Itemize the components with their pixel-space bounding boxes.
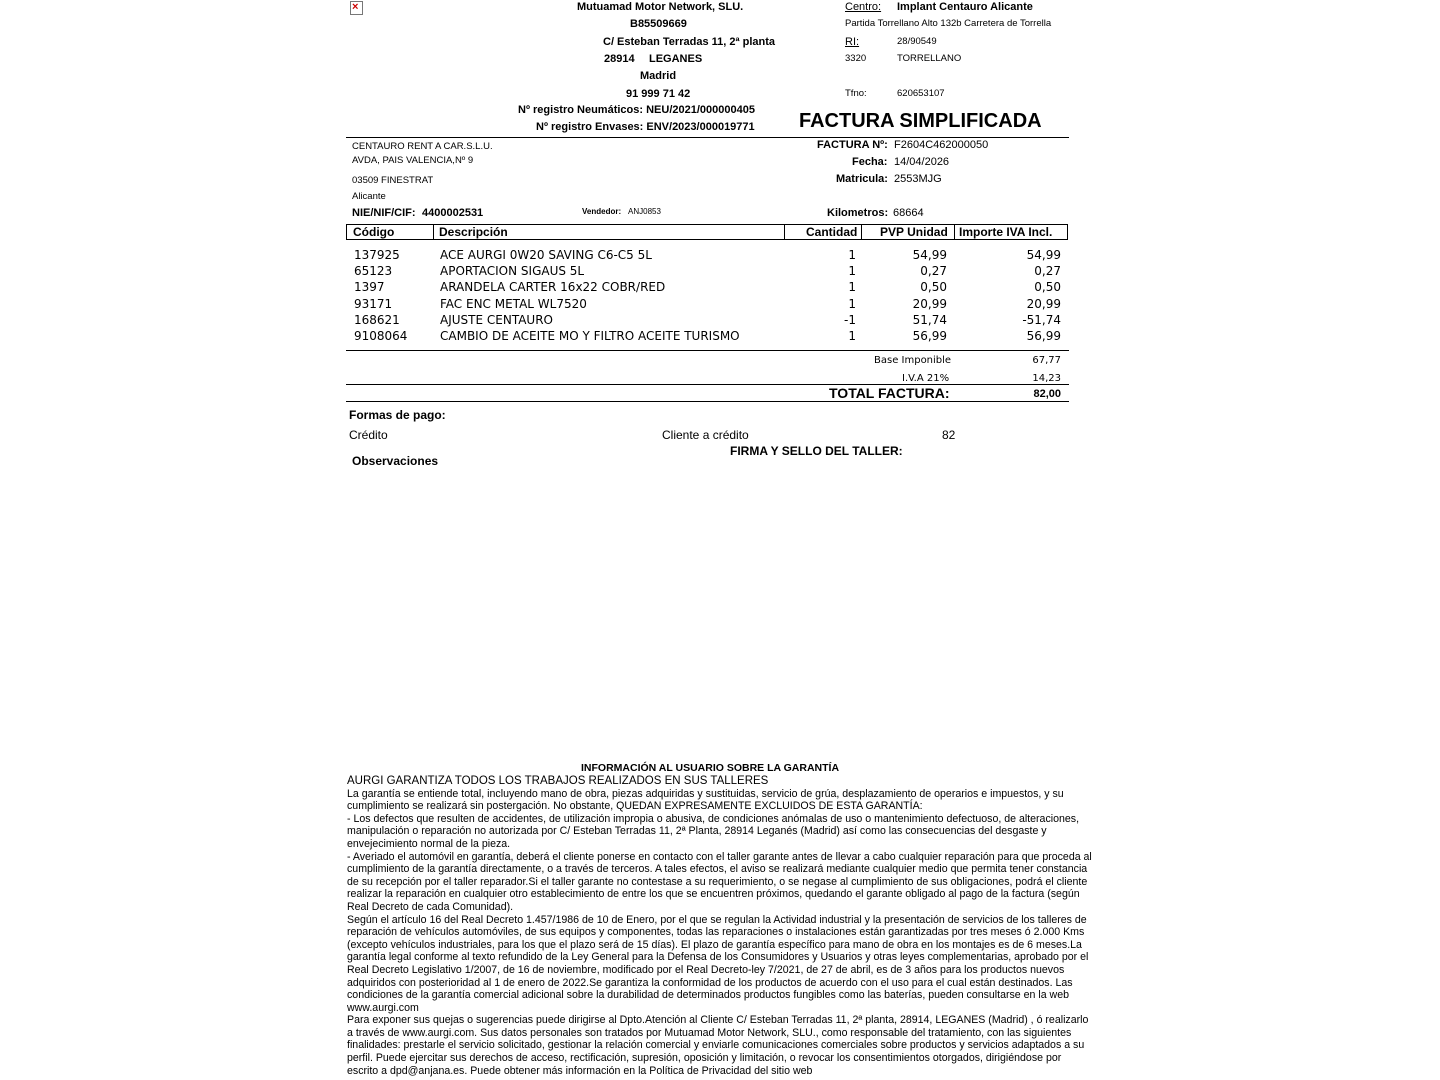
plate-label: Matricula: (836, 173, 888, 185)
centro-postal-code: 3320 (845, 53, 867, 64)
broken-image-icon: × (350, 1, 363, 15)
table-row (346, 279, 1068, 295)
iva-label: I.V.A 21% (902, 373, 950, 384)
cell-pvp: 54,99 (912, 248, 947, 262)
header-codigo: Código (353, 225, 395, 239)
cell-codigo: 9108064 (354, 329, 408, 343)
company-name: Mutuamad Motor Network, SLU. (577, 1, 744, 13)
company-cif: B85509669 (630, 18, 687, 30)
centro-name: Implant Centauro Alicante (897, 1, 1033, 13)
iva-value: 14,23 (1032, 373, 1061, 384)
guarantee-paragraph: - Averiado el automóvil en garantía, deberá el cliente ponerse en contacto con el taller garante antes de llevar a cabo cualquier reparación para que proceda al cumplimiento de la garantía directamente, o a través de terceros. A tales efectos, el aviso se realizará mediante cualquier medio que permita tener constancia de su recepción por el taller reparador.Si el taller garante no contestase a su requerimiento, o se negase al cumplimiento de sus obligaciones, podrá el cliente realizar la reparación en cualquier otro establecimiento de entre los que se encuentren próximos, quedando el garante obligado al pago de la factura (según Real Decreto de cada Comunidad). (347, 850, 1092, 913)
base-imponible-value: 67,77 (1032, 355, 1061, 366)
reg-envases: Nº registro Envases: ENV/2023/000019771 (536, 121, 755, 133)
cell-cantidad: -1 (844, 313, 856, 327)
total-underline (346, 401, 1069, 402)
base-imponible-label: Base Imponible (874, 355, 952, 366)
cell-cantidad: 1 (848, 329, 856, 343)
customer-address: AVDA, PAIS VALENCIA,Nº 9 (352, 155, 474, 166)
payment-title: Formas de pago: (349, 408, 446, 422)
company-province: Madrid (640, 70, 677, 82)
table-row (346, 296, 1068, 312)
km-value: 68664 (893, 207, 924, 219)
header-separator (954, 225, 955, 240)
customer-province: Alicante (352, 191, 386, 202)
cell-descripcion: AJUSTE CENTAURO (440, 313, 553, 327)
cell-importe: 0,27 (1034, 264, 1061, 278)
client-credit-label: Cliente a crédito (662, 428, 749, 442)
customer-postal-city: 03509 FINESTRAT (352, 175, 434, 186)
invoice-number-label: FACTURA Nº: (817, 139, 888, 151)
cell-descripcion: CAMBIO DE ACEITE MO Y FILTRO ACEITE TURISMO (440, 329, 740, 343)
cell-pvp: 56,99 (912, 329, 947, 343)
header-separator (861, 225, 862, 240)
customer-name: CENTAURO RENT A CAR.S.L.U. (352, 141, 493, 152)
header-separator (433, 225, 434, 240)
company-city: LEGANES (649, 53, 703, 65)
header-cantidad: Cantidad (806, 225, 858, 239)
cell-importe: -51,74 (1022, 313, 1061, 327)
company-postal-code: 28914 (604, 53, 635, 65)
cell-codigo: 65123 (354, 264, 393, 278)
guarantee-paragraph: - Los defectos que resulten de accidentes, de utilización impropia o abusiva, de condiciones anómalas de uso o mantenimiento defectuoso, de alteraciones, manipulación o reparación no autorizada por C/ Esteban Terradas 11, 2ª Planta, 28914 Leganés (Madrid) así como las consecuencias del desgaste y envejecimiento normal de la pieza. (347, 812, 1080, 850)
document-title: FACTURA SIMPLIFICADA (799, 110, 1042, 132)
header-divider (346, 137, 1069, 138)
cell-codigo: 168621 (354, 313, 400, 327)
company-address: C/ Esteban Terradas 11, 2ª planta (603, 36, 775, 48)
invoice-date-label: Fecha: (852, 156, 888, 168)
table-row (346, 263, 1068, 279)
guarantee-paragraph: Según el artículo 16 del Real Decreto 1.457/1986 de 10 de Enero, por el que se regulan la Actividad industrial y la presentación de servicios de los talleres de reparación de vehículos automóviles, de sus equipos y componentes, todas las reparaciones o instalaciones están garantizadas por tres meses ó 2.000 Kms (excepto vehículos industriales, para los que el plazo será de 15 días). El plazo de garantía específico para mano de obra en los montajes es de 6 meses.La garantía legal conforme al texto refundido de la Ley General para la Defensa de los Consumidores y Usuarios y otras leyes complementarias, aprobado por el Real Decreto Legislativo 1/2007, de 16 de noviembre, modificado por el Real Decreto-ley 7/2021, de 27 de abril, es de 3 años para los productos nuevos adquiridos con posterioridad al 1 de enero de 2022.Se garantiza la conformidad de los productos de acuerdo con el uso para el cual están destinados. Las condiciones de la garantía comercial adicional sobre la durabilidad de determinados productos fungibles como las baterías, pueden consultarse en la web www.aurgi.com (347, 913, 1089, 1014)
guarantee-title: INFORMACIÓN AL USUARIO SOBRE LA GARANTÍA (581, 762, 840, 774)
cell-codigo: 137925 (354, 248, 400, 262)
nif-label: NIE/NIF/CIF: (352, 207, 416, 219)
centro-address: Partida Torrellano Alto 132b Carretera de Torrella (845, 18, 1052, 29)
header-importe: Importe IVA Incl. (959, 225, 1053, 239)
firma-label: FIRMA Y SELLO DEL TALLER: (730, 444, 903, 458)
guarantee-paragraph: La garantía se entiende total, incluyendo mano de obra, piezas adquiridas y sustituidas, servicio de grúa, desplazamiento de operarios e impuestos, y su cumplimiento se realizará sin postergación. No obstante, QUEDAN EXPRESAMENTE EXCLUIDOS DE ESTA GARANTÍA: (347, 787, 1064, 813)
payment-method: Crédito (349, 428, 388, 442)
header-pvp-unidad: PVP Unidad (880, 225, 948, 239)
reg-neumaticos: Nº registro Neumáticos: NEU/2021/000000405 (518, 104, 755, 116)
vendedor-label: Vendedor: (582, 207, 622, 216)
cell-pvp: 0,27 (920, 264, 947, 278)
invoice-date: 14/04/2026 (894, 156, 950, 168)
table-row (346, 247, 1068, 263)
cell-cantidad: 1 (848, 264, 856, 278)
cell-descripcion: ACE AURGI 0W20 SAVING C6-C5 5L (440, 248, 652, 262)
cell-cantidad: 1 (848, 248, 856, 262)
observaciones-label: Observaciones (352, 454, 439, 468)
total-value: 82,00 (1033, 388, 1061, 400)
vendedor-value: ANJ0853 (628, 207, 661, 216)
table-row (346, 312, 1068, 328)
km-label: Kilometros: (827, 207, 889, 219)
cell-importe: 54,99 (1026, 248, 1061, 262)
total-label: TOTAL FACTURA: (829, 385, 950, 401)
cell-codigo: 1397 (354, 280, 385, 294)
guarantee-heading: AURGI GARANTIZA TODOS LOS TRABAJOS REALIZADOS EN SUS TALLERES (347, 775, 769, 787)
cell-cantidad: 1 (848, 297, 856, 311)
table-row (346, 328, 1068, 344)
centro-city: TORRELLANO (897, 53, 962, 64)
invoice-number: F2604C462000050 (894, 139, 989, 151)
cell-cantidad: 1 (848, 280, 856, 294)
centro-phone: 620653107 (897, 88, 945, 99)
cell-importe: 20,99 (1026, 297, 1061, 311)
ri-value: 28/90549 (897, 36, 937, 47)
payment-amount: 82 (942, 428, 956, 442)
header-separator (784, 225, 785, 240)
ri-label: RI: (845, 36, 860, 48)
company-phone: 91 999 71 42 (626, 88, 691, 100)
cell-descripcion: FAC ENC METAL WL7520 (440, 297, 587, 311)
cell-pvp: 51,74 (912, 313, 947, 327)
cell-pvp: 0,50 (920, 280, 947, 294)
cell-pvp: 20,99 (912, 297, 947, 311)
cell-codigo: 93171 (354, 297, 393, 311)
table-bottom-divider (346, 350, 1069, 351)
centro-label: Centro: (845, 1, 882, 13)
header-descripcion: Descripción (439, 225, 508, 239)
cell-importe: 0,50 (1034, 280, 1061, 294)
totals-divider (346, 384, 1069, 385)
plate-value: 2553MJG (894, 173, 942, 185)
guarantee-text (347, 775, 1095, 1077)
cell-descripcion: APORTACION SIGAUS 5L (440, 264, 585, 278)
nif-value: 4400002531 (422, 207, 484, 219)
cell-descripcion: ARANDELA CARTER 16x22 COBR/RED (440, 280, 666, 294)
centro-phone-label: Tfno: (845, 88, 867, 99)
cell-importe: 56,99 (1026, 329, 1061, 343)
guarantee-paragraph: Para exponer sus quejas o sugerencias puede dirigirse al Dpto.Atención al Cliente C/ Esteban Terradas 11, 2ª planta, 28914, LEGANES (Madrid) , ó realizarlo a través de www.aurgi.com. Sus datos personales son tratados por Mutuamad Motor Network, SLU., como responsable del tratamiento, con las siguientes finalidades: prestarle el servicio solicitado, gestionar la relación comercial y enviarle comunicaciones comerciales sobre productos y servicios adaptados a su perfil. Puede ejercitar sus derechos de acceso, rectificación, supresión, oposición y limitación, o revocar los consentimientos otorgados, dirigiéndose por escrito a dpd@anjana.es. Puede obtener más información en la Política de Privacidad del sitio web (347, 1014, 1089, 1077)
items-table-header (346, 224, 1068, 240)
